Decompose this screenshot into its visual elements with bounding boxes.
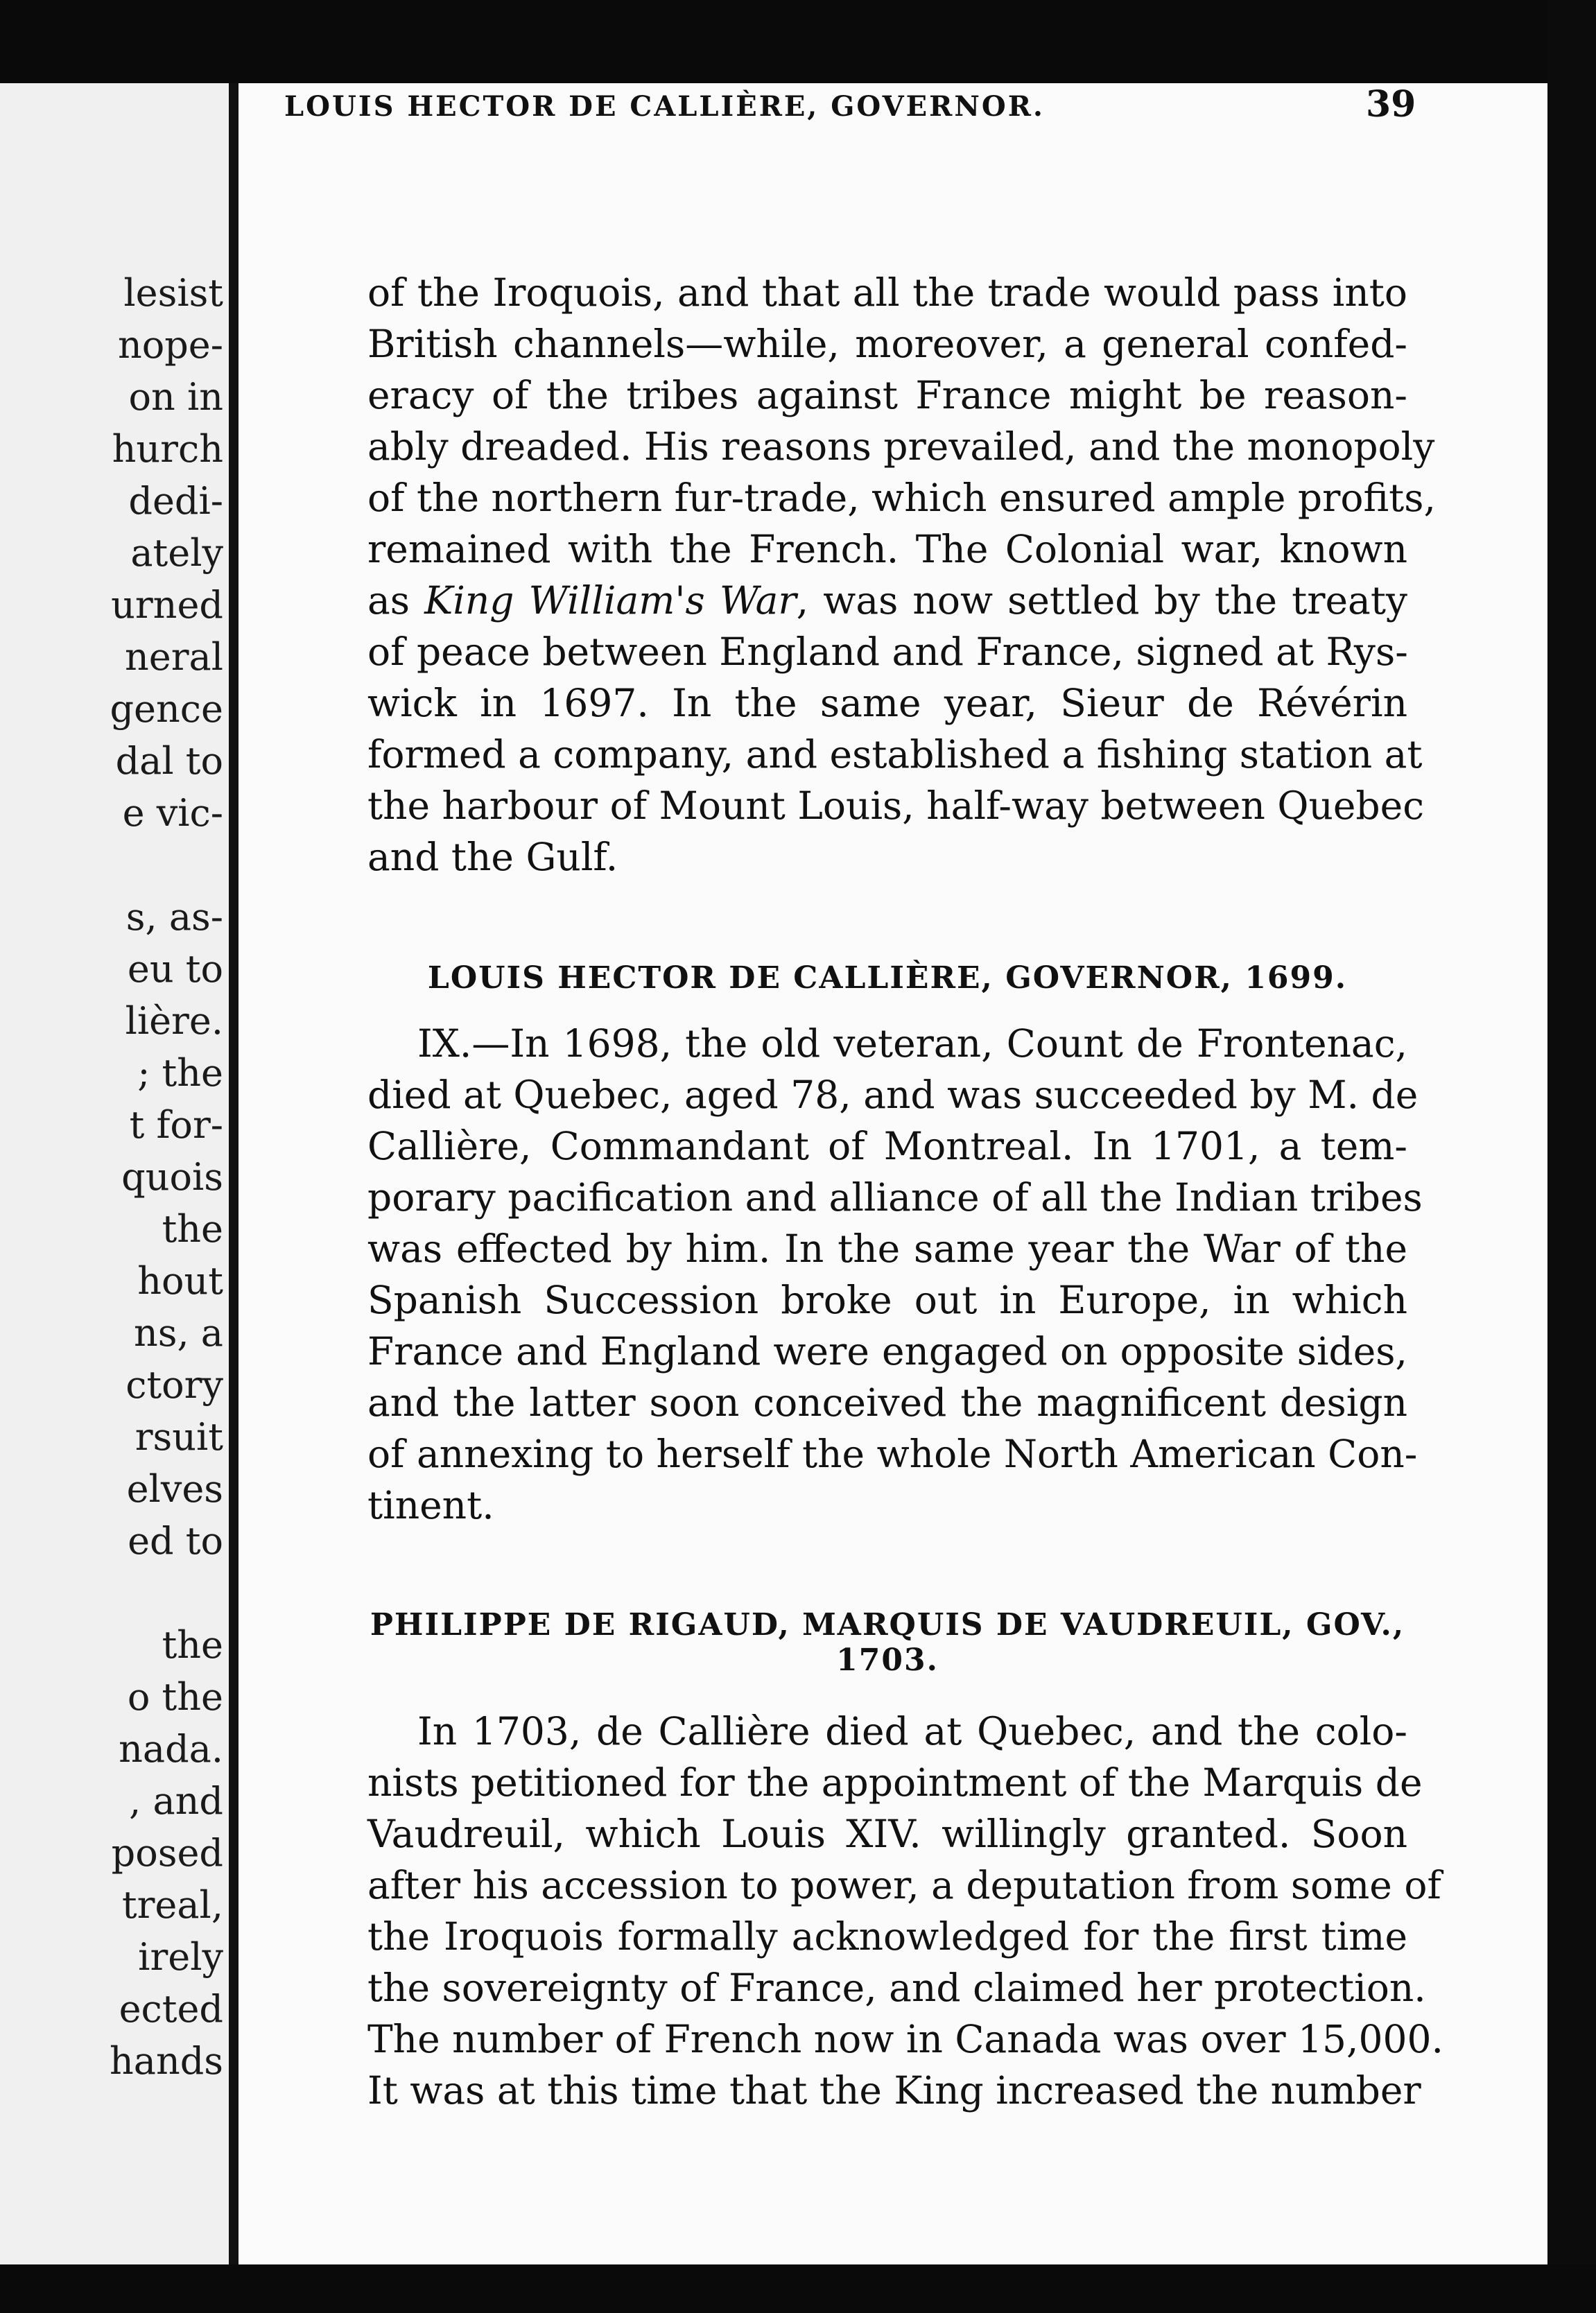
text-line: formed a company, and established a fishing station at (367, 732, 1423, 777)
book-gutter (229, 83, 238, 2264)
left-page-fragment: urned (111, 583, 223, 627)
left-page-fragment: on in (128, 375, 223, 419)
text-line: eracy of the tribes against France might be reason- (367, 373, 1407, 417)
left-page-fragment: neral (124, 635, 223, 679)
left-page-fragment: posed (111, 1831, 223, 1875)
text-line: IX.—In 1698, the old veteran, Count de Frontenac, (417, 1021, 1407, 1066)
text-line: the Iroquois formally acknowledged for the first time (367, 1914, 1407, 1959)
left-page-fragment: treal, (121, 1883, 223, 1927)
left-page-fragment: quois (121, 1155, 223, 1199)
left-page-fragment: ately (130, 531, 223, 575)
left-page-fragment: rsuit (135, 1415, 223, 1459)
text-line: porary pacification and alliance of all the Indian tribes (367, 1175, 1423, 1220)
left-page-fragment: hurch (112, 427, 223, 471)
scanner-top-border (0, 0, 1596, 83)
left-page-fragment: hout (137, 1259, 223, 1303)
left-facing-page (0, 83, 229, 2264)
left-page-fragment: elves (126, 1467, 223, 1511)
text-line: and the Gulf. (367, 835, 618, 879)
page-number: 39 (1366, 83, 1416, 125)
text-line: of annexing to herself the whole North American Con- (367, 1432, 1418, 1476)
paragraph-3 (367, 1706, 1443, 2116)
left-page-fragment: dedi- (128, 479, 223, 523)
text-line: It was at this time that the King increased the number (367, 2068, 1421, 2113)
text-line: Callière, Commandant of Montreal. In 1701, a tem- (367, 1124, 1407, 1168)
left-page-fragment: ns, a (133, 1311, 223, 1355)
text-line: as King William's War, was now settled by the treaty (367, 578, 1408, 623)
paragraph-2 (367, 1018, 1423, 1531)
text-line: after his accession to power, a deputation from some of (367, 1863, 1441, 1907)
left-page-fragment: ctory (125, 1363, 223, 1407)
scanner-right-border (1547, 0, 1596, 2313)
left-page-fragment: the (162, 1207, 223, 1251)
text-line: and the latter soon conceived the magnificent design (367, 1380, 1407, 1425)
left-page-fragment: lesist (123, 271, 223, 315)
text-line: Vaudreuil, which Louis XIV. willingly granted. Soon (367, 1812, 1407, 1856)
text-line: Spanish Succession broke out in Europe, in which (367, 1278, 1407, 1322)
text-line: the harbour of Mount Louis, half-way between Quebec (367, 783, 1424, 828)
text-line: The number of French now in Canada was over 15,000. (367, 2017, 1443, 2061)
left-page-fragment: e vic- (122, 791, 223, 835)
text-line: died at Quebec, aged 78, and was succeeded by M. de (367, 1073, 1419, 1117)
text-line: nists petitioned for the appointment of the Marquis de (367, 1760, 1423, 1805)
text-line: France and England were engaged on opposite sides, (367, 1329, 1407, 1374)
paragraph-1 (367, 267, 1436, 883)
text-line: of the Iroquois, and that all the trade would pass into (367, 270, 1407, 315)
text-line: the sovereignty of France, and claimed her protection. (367, 1966, 1426, 2010)
left-page-fragment: the (162, 1623, 223, 1667)
text-line: ably dreaded. His reasons prevailed, and the monopoly (367, 424, 1435, 469)
section-heading-calliere: LOUIS HECTOR DE CALLIÈRE, GOVERNOR, 1699. (427, 960, 1348, 996)
scanner-bottom-border (0, 2264, 1596, 2313)
left-page-fragment: lière. (125, 999, 223, 1043)
text-line: tinent. (367, 1483, 494, 1527)
text-line: remained with the French. The Colonial war, known (367, 527, 1407, 571)
text-line: In 1703, de Callière died at Quebec, and the colo- (417, 1709, 1407, 1753)
left-page-fragment: t for- (129, 1103, 223, 1147)
left-page-fragment: ; the (137, 1051, 223, 1095)
left-page-fragment: gence (110, 687, 223, 731)
left-page-fragment: , and (129, 1779, 223, 1823)
left-page-fragment: dal to (115, 739, 223, 783)
left-page-fragment: s, as- (125, 895, 223, 939)
left-page-fragment: o the (127, 1675, 223, 1719)
left-page-fragment: nada. (119, 1727, 223, 1771)
running-title: LOUIS HECTOR DE CALLIÈRE, GOVERNOR. (284, 90, 1045, 123)
left-page-fragment: irely (138, 1935, 223, 1979)
running-head (284, 83, 1416, 125)
text-line: of the northern fur-trade, which ensured ample profits, (367, 476, 1436, 520)
text-line: wick in 1697. In the same year, Sieur de Révérin (367, 681, 1407, 725)
left-page-fragment: ed to (128, 1519, 223, 1563)
section-heading-vaudreuil: PHILIPPE DE RIGAUD, MARQUIS DE VAUDREUIL, GOV., 1703. (370, 1607, 1405, 1678)
left-page-fragment: nope- (117, 323, 223, 367)
left-page-fragment: ected (119, 1987, 223, 2031)
text-line: was effected by him. In the same year the War of the (367, 1227, 1407, 1271)
text-line: British channels—while, moreover, a general confed- (367, 322, 1407, 366)
left-page-fragment: hands (109, 2039, 223, 2083)
text-line: of peace between England and France, signed at Rys- (367, 630, 1408, 674)
body-text (367, 267, 1443, 2116)
left-page-fragment: eu to (127, 947, 223, 991)
